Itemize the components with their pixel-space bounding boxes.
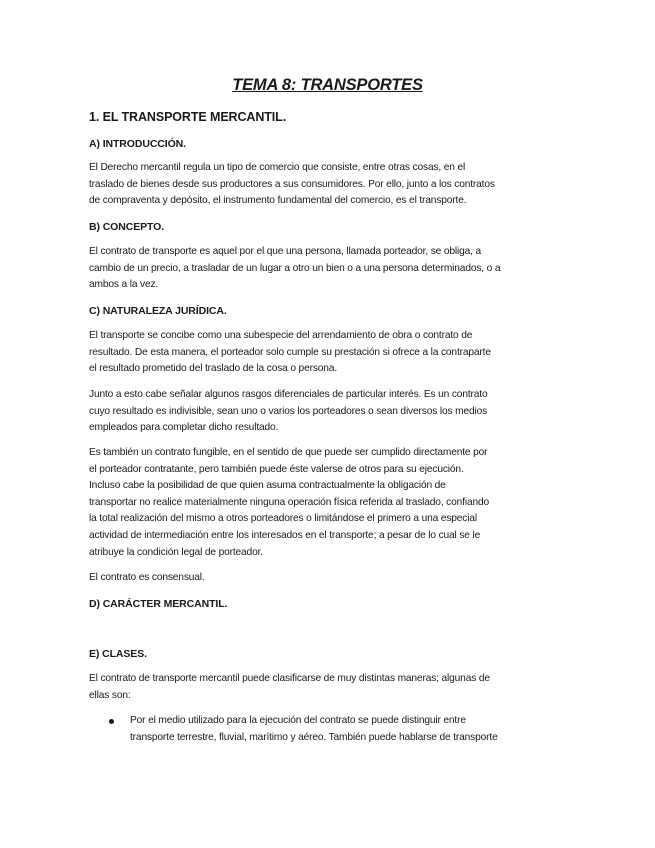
text-line: empleados para completar dicho resultado. xyxy=(89,422,279,434)
text-line: el resultado prometido del traslado de la cosa o persona. xyxy=(89,363,337,375)
text-line: El contrato es consensual. xyxy=(89,572,205,583)
text-line: transporte terrestre, fluvial, marítimo y aéreo. También puede hablarse de transporte xyxy=(130,731,498,743)
text-line: de compraventa y depósito, el instrumento fundamental del comercio, es el transporte. xyxy=(89,195,467,207)
text-line: el porteador contratante, pero también puede éste valerse de otros para su ejecución. xyxy=(89,463,464,475)
paragraph-concepto xyxy=(89,244,563,294)
text-line: El contrato de transporte mercantil puede clasificarse de muy distintas maneras; algunas de xyxy=(89,673,490,684)
text-line: ellas son: xyxy=(89,689,131,701)
paragraph-naturaleza-2 xyxy=(89,387,563,437)
text-line: Por el medio utilizado para la ejecución del contrato se puede distinguir entre xyxy=(130,715,466,726)
text-line: Es también un contrato fungible, en el sentido de que puede ser cumplido directamente por xyxy=(89,447,488,458)
paragraph-clases xyxy=(89,671,563,704)
page-title: TEMA 8: TRANSPORTES xyxy=(232,76,423,94)
text-line: El Derecho mercantil regula un tipo de comercio que consiste, entre otras cosas, en el xyxy=(89,162,466,173)
text-line: El contrato de transporte es aquel por el que una persona, llamada porteador, se obliga, a xyxy=(89,246,482,257)
text-line: Junto a esto cabe señalar algunos rasgos diferenciales de particular interés. Es un contrato xyxy=(89,389,488,400)
subsection-heading-introduccion: A) INTRODUCCIÓN. xyxy=(89,138,186,150)
list-item-text xyxy=(130,713,498,746)
subsection-heading-naturaleza-juridica: C) NATURALEZA JURÍDICA. xyxy=(89,305,227,317)
text-line: la total realización del mismo a otros porteadores o limitándose el primero a una especial xyxy=(89,513,477,525)
subsection-heading-clases: E) CLASES. xyxy=(89,648,147,660)
bullet-icon xyxy=(109,719,114,724)
text-line: cuyo resultado es indivisible, sean uno o varios los porteadores o sean diversos los medios xyxy=(89,405,488,417)
text-line: actividad de intermediación entre los interesados en el transporte; a pesar de lo cual se le xyxy=(89,529,481,541)
paragraph-naturaleza-1 xyxy=(89,328,563,378)
text-line: resultado. De esta manera, el porteador solo cumple su prestación si ofrece a la contraparte xyxy=(89,346,491,358)
paragraph-naturaleza-3 xyxy=(89,445,563,561)
subsection-heading-concepto: B) CONCEPTO. xyxy=(89,221,165,233)
paragraph-naturaleza-4 xyxy=(89,570,563,587)
section-heading-transporte-mercantil: 1. EL TRANSPORTE MERCANTIL. xyxy=(89,110,287,124)
paragraph-introduccion xyxy=(89,160,563,210)
text-line: El transporte se concibe como una subespecie del arrendamiento de obra o contrato de xyxy=(89,330,473,341)
text-line: Incluso cabe la posibilidad de que quien asuma contractualmente la obligación de xyxy=(89,480,446,492)
text-line: cambio de un precio, a trasladar de un lugar a otro un bien o a una persona determinados, o a xyxy=(89,262,501,274)
text-line: traslado de bienes desde sus productores a sus consumidores. Por ello, junto a los contratos xyxy=(89,178,495,190)
text-line: transportar no realice materialmente ninguna operación física referida al traslado, confiando xyxy=(89,496,490,508)
text-line: atribuye la condición legal de porteador. xyxy=(89,546,263,558)
subsection-heading-caracter-mercantil: D) CARÁCTER MERCANTIL. xyxy=(89,598,228,610)
text-line: ambos a la vez. xyxy=(89,279,159,291)
